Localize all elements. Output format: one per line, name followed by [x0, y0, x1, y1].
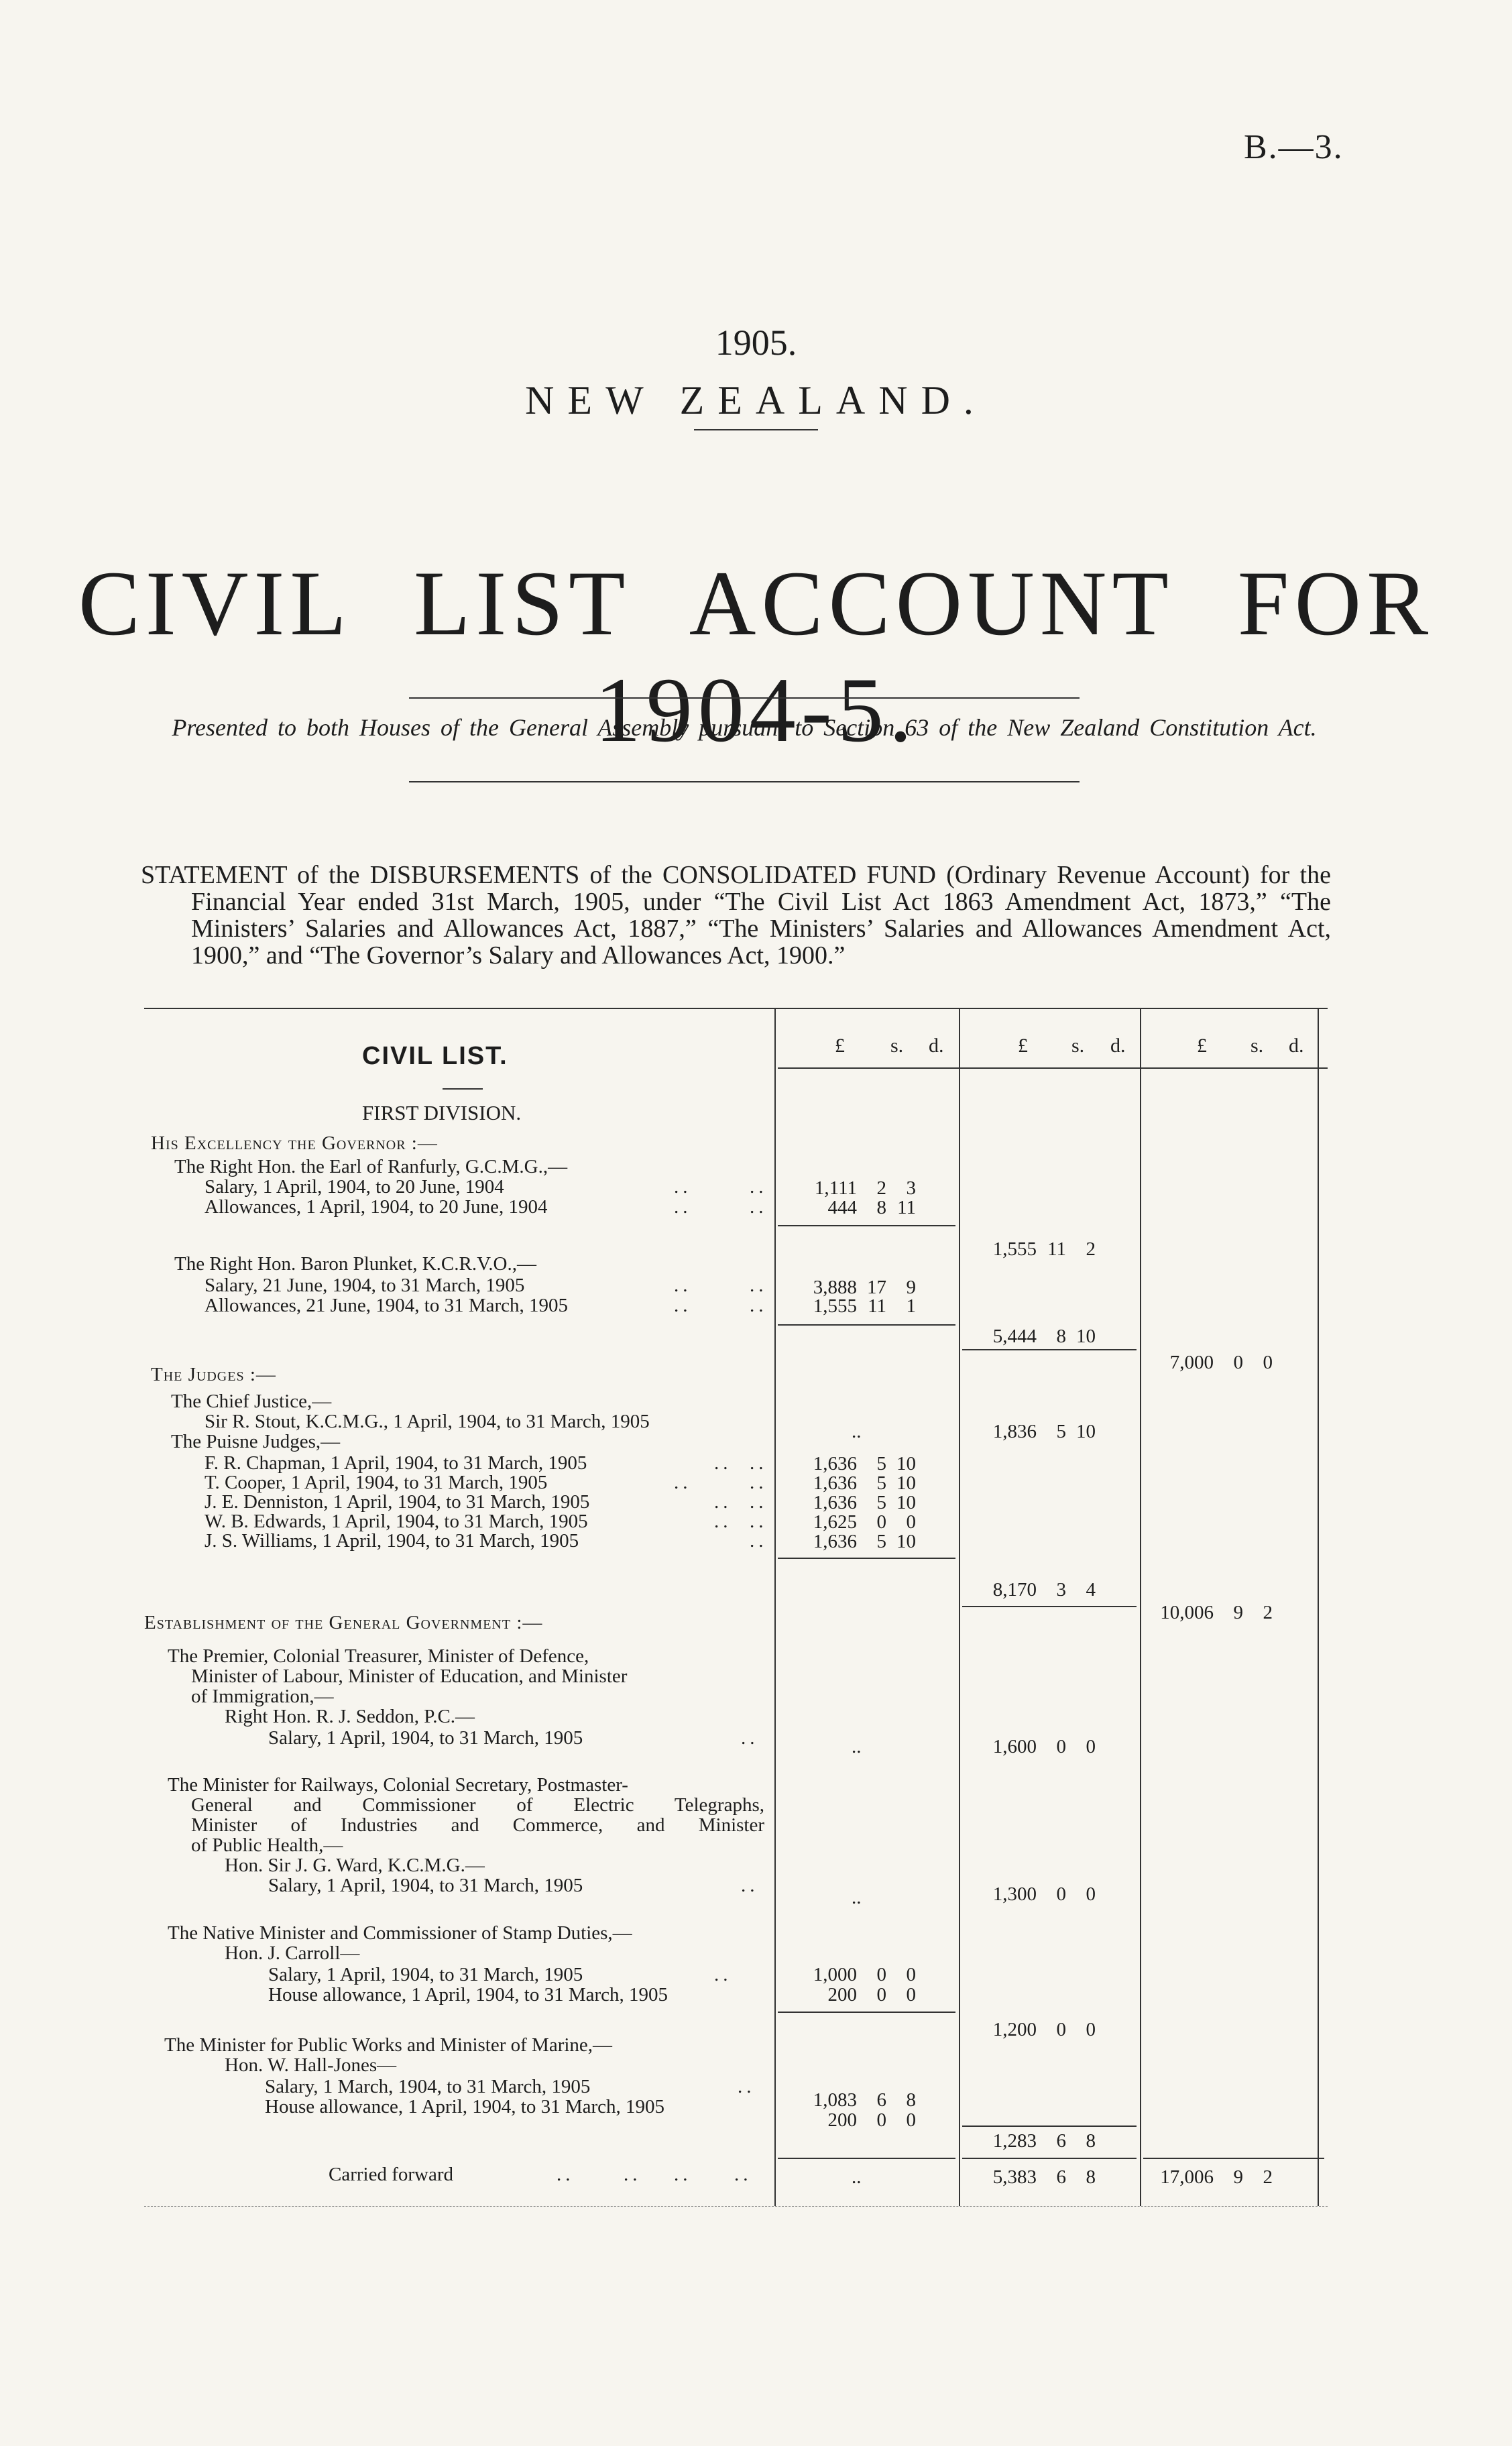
- pound-header: £: [835, 1035, 845, 1057]
- railways-amount: 1,300 0 0: [992, 1883, 1096, 1905]
- table-bottom-rule: [144, 2206, 1328, 2207]
- division-heading: FIRST DIVISION.: [362, 1101, 522, 1124]
- carried-forward-label: Carried forward: [329, 2164, 453, 2185]
- subtotal-rule: [778, 1324, 955, 1326]
- railways-title-line: General and Commissioner of Electric Telegraphs,: [191, 1794, 764, 1816]
- subtotal-rule: [778, 1558, 955, 1559]
- column-rule: [774, 1009, 776, 2206]
- placeholder-dots: ..: [852, 1736, 862, 1757]
- native-name: Hon. J. Carroll—: [225, 1942, 360, 1964]
- leader-dots: ..: [750, 1452, 768, 1474]
- governor-total: 7,000 0 0: [1169, 1352, 1273, 1373]
- premier-title-line: of Immigration,—: [191, 1686, 334, 1707]
- plunket-allowances-amount: 1,555 11 1: [813, 1295, 916, 1317]
- premier-title-line: Minister of Labour, Minister of Education, and Minister: [191, 1666, 628, 1687]
- document-reference: B.—3.: [1244, 128, 1344, 166]
- leader-dots: ..: [674, 1176, 692, 1198]
- premier-title-line: The Premier, Colonial Treasurer, Minister of Defence,: [168, 1645, 589, 1667]
- ranfurly-name: The Right Hon. the Earl of Ranfurly, G.C.M.G.,—: [174, 1156, 568, 1177]
- leader-dots: ..: [750, 1196, 768, 1218]
- chief-justice-stout: Sir R. Stout, K.C.M.G., 1 April, 1904, to 31 March, 1905: [205, 1411, 650, 1432]
- leader-dots: ..: [714, 1452, 732, 1474]
- leader-dots: ..: [738, 2076, 756, 2097]
- pence-header: d.: [1110, 1035, 1126, 1057]
- divider: [409, 697, 1080, 699]
- placeholder-dots: ..: [852, 2166, 862, 2188]
- leader-dots: ..: [557, 2164, 575, 2185]
- judge-row-amount: 1,636 5 10: [813, 1492, 916, 1513]
- plunket-total: 5,444 8 10: [992, 1326, 1096, 1347]
- judge-row-text: J. S. Williams, 1 April, 1904, to 31 March, 1905: [205, 1530, 579, 1552]
- native-salary-amount: 1,000 0 0: [813, 1964, 916, 1985]
- native-house-allowance: House allowance, 1 April, 1904, to 31 March, 1905: [268, 1984, 668, 2005]
- table-heading: CIVIL LIST.: [362, 1042, 508, 1070]
- presented-note: Presented to both Houses of the General Assembly pursuant to Section 63 of the New Zealand Constitution Act.: [172, 714, 1317, 741]
- chief-justice-label: The Chief Justice,—: [171, 1391, 332, 1412]
- native-total: 1,200 0 0: [992, 2019, 1096, 2040]
- section-heading-establishment: Establishment of the General Government :—: [144, 1612, 543, 1633]
- ranfurly-salary-amount: 1,111 2 3: [814, 1177, 916, 1199]
- statement-paragraph: STATEMENT of the DISBURSEMENTS of the CONSOLIDATED FUND (Ordinary Revenue Account) for the Financial Year ended 31st March, 1905, under “The Civil List Act 1863 Amendment Act, 1873,” “The Ministers’ Salaries and Allowances Act, 1887,” “The Ministers’ Salaries and Allowances Amendment Act, 1900,” and “The Governor’s Salary and Allowances Act, 1900.”: [141, 861, 1331, 970]
- carried-forward-total: 17,006 9 2: [1160, 2166, 1273, 2188]
- premier-name: Right Hon. R. J. Seddon, P.C.—: [225, 1706, 475, 1727]
- subtotal-rule: [962, 1606, 1137, 1607]
- puisne-judges-label: The Puisne Judges,—: [171, 1431, 341, 1452]
- railways-title-line: of Public Health,—: [191, 1834, 343, 1856]
- leader-dots: ..: [734, 2164, 752, 2185]
- subtotal-rule: [962, 2158, 1137, 2159]
- leader-dots: ..: [674, 1472, 692, 1493]
- railways-salary: Salary, 1 April, 1904, to 31 March, 1905: [268, 1875, 583, 1896]
- page-title: CIVIL LIST ACCOUNT FOR 1904-5.: [78, 552, 1434, 761]
- leader-dots: ..: [750, 1472, 768, 1493]
- placeholder-dots: ..: [852, 1421, 862, 1442]
- subtotal-rule: [962, 2125, 1137, 2127]
- subtotal-rule: [778, 2012, 955, 2013]
- premier-salary: Salary, 1 April, 1904, to 31 March, 1905: [268, 1727, 583, 1749]
- judge-row-text: W. B. Edwards, 1 April, 1904, to 31 March, 1905: [205, 1511, 588, 1532]
- leader-dots: ..: [714, 1511, 732, 1532]
- ranfurly-total: 1,555 11 2: [992, 1238, 1096, 1260]
- works-house-allowance: House allowance, 1 April, 1904, to 31 March, 1905: [265, 2096, 665, 2117]
- carried-forward-subtotal: 5,383 6 8: [992, 2166, 1096, 2188]
- leader-dots: ..: [714, 1491, 732, 1513]
- works-salary: Salary, 1 March, 1904, to 31 March, 1905: [265, 2076, 591, 2097]
- plunket-name: The Right Hon. Baron Plunket, K.C.R.V.O.,—: [174, 1253, 536, 1275]
- judge-row-amount: 1,636 5 10: [813, 1531, 916, 1552]
- judge-row-text: J. E. Denniston, 1 April, 1904, to 31 March, 1905: [205, 1491, 590, 1513]
- judge-row-amount: 1,636 5 10: [813, 1453, 916, 1474]
- pound-header: £: [1197, 1035, 1207, 1057]
- pound-header: £: [1018, 1035, 1028, 1057]
- divider: [409, 781, 1080, 782]
- shilling-header: s.: [1251, 1035, 1264, 1057]
- railways-title-line: The Minister for Railways, Colonial Secretary, Postmaster-: [168, 1774, 628, 1796]
- leader-dots: ..: [741, 1875, 759, 1896]
- judge-row-text: T. Cooper, 1 April, 1904, to 31 March, 1905: [205, 1472, 548, 1493]
- plunket-salary-amount: 3,888 17 9: [813, 1277, 916, 1298]
- puisne-judges-total: 8,170 3 4: [992, 1579, 1096, 1600]
- judge-row-amount: 1,636 5 10: [813, 1472, 916, 1494]
- placeholder-dots: ..: [852, 1887, 862, 1908]
- native-title-line: The Native Minister and Commissioner of Stamp Duties,—: [168, 1922, 632, 1944]
- leader-dots: ..: [750, 1530, 768, 1552]
- shilling-header: s.: [890, 1035, 904, 1057]
- section-heading-judges: The Judges :—: [151, 1364, 276, 1385]
- divider: [443, 1088, 483, 1090]
- native-salary: Salary, 1 April, 1904, to 31 March, 1905: [268, 1964, 583, 1985]
- leader-dots: ..: [750, 1275, 768, 1296]
- railways-title-line: Minister of Industries and Commerce, and Minister: [191, 1814, 764, 1836]
- leader-dots: ..: [674, 1275, 692, 1296]
- column-rule: [1318, 1009, 1319, 2206]
- divider: [694, 429, 818, 430]
- leader-dots: ..: [674, 1196, 692, 1218]
- premier-amount: 1,600 0 0: [992, 1736, 1096, 1757]
- judge-row-amount: 1,625 0 0: [813, 1511, 916, 1533]
- works-name: Hon. W. Hall-Jones—: [225, 2054, 397, 2076]
- leader-dots: ..: [674, 2164, 692, 2185]
- judges-total: 10,006 9 2: [1160, 1602, 1273, 1623]
- country-heading: NEW ZEALAND.: [525, 378, 987, 422]
- shilling-header: s.: [1071, 1035, 1085, 1057]
- header-rule: [778, 1067, 1328, 1069]
- plunket-salary: Salary, 21 June, 1904, to 31 March, 1905: [205, 1275, 525, 1296]
- document-year: 1905.: [715, 323, 797, 363]
- works-title-line: The Minister for Public Works and Minister of Marine,—: [164, 2034, 613, 2056]
- subtotal-rule: [1143, 2158, 1324, 2159]
- works-total: 1,283 6 8: [992, 2130, 1096, 2152]
- leader-dots: ..: [750, 1511, 768, 1532]
- works-salary-amount: 1,083 6 8: [813, 2089, 916, 2111]
- subtotal-rule: [778, 1225, 955, 1226]
- subtotal-rule: [962, 1349, 1137, 1350]
- judge-row-text: F. R. Chapman, 1 April, 1904, to 31 March, 1905: [205, 1452, 587, 1474]
- leader-dots: ..: [674, 1295, 692, 1316]
- ranfurly-salary: Salary, 1 April, 1904, to 20 June, 1904: [205, 1176, 504, 1198]
- railways-name: Hon. Sir J. G. Ward, K.C.M.G.—: [225, 1855, 485, 1876]
- chief-justice-amount: 1,836 5 10: [992, 1421, 1096, 1442]
- leader-dots: ..: [750, 1491, 768, 1513]
- leader-dots: ..: [741, 1727, 759, 1749]
- section-heading-governor: His Excellency the Governor :—: [151, 1132, 438, 1154]
- leader-dots: ..: [624, 2164, 642, 2185]
- subtotal-rule: [778, 2158, 955, 2159]
- ranfurly-allowances: Allowances, 1 April, 1904, to 20 June, 1904: [205, 1196, 548, 1218]
- pence-header: d.: [929, 1035, 944, 1057]
- ranfurly-allowances-amount: 444 8 11: [827, 1197, 916, 1218]
- plunket-allowances: Allowances, 21 June, 1904, to 31 March, 1905: [205, 1295, 569, 1316]
- leader-dots: ..: [714, 1964, 732, 1985]
- pence-header: d.: [1289, 1035, 1304, 1057]
- native-house-amount: 200 0 0: [827, 1984, 916, 2005]
- works-house-amount: 200 0 0: [827, 2109, 916, 2131]
- leader-dots: ..: [750, 1295, 768, 1316]
- leader-dots: ..: [750, 1176, 768, 1198]
- table-top-rule: [144, 1008, 1328, 1009]
